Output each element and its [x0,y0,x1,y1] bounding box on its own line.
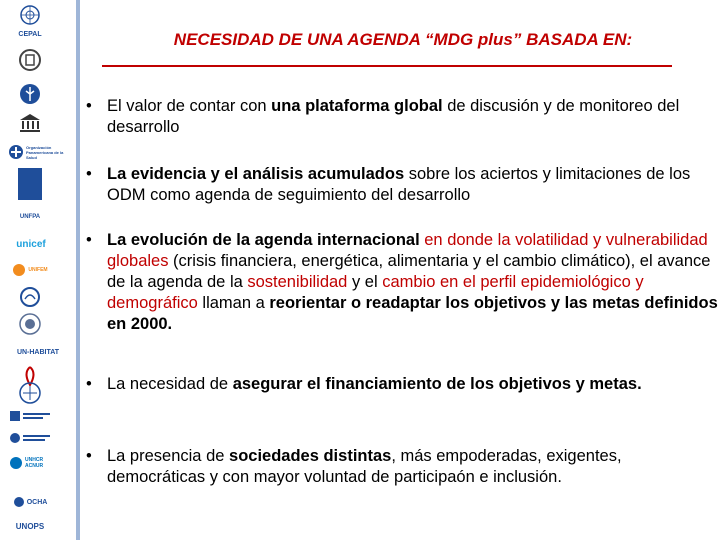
bullet-text-segment: La evolución de la agenda internacional [107,231,420,249]
un-habitat-logo [8,346,68,358]
bullet-text-segment: una plataforma global [271,97,443,115]
bullet-text-segment: La necesidad de [107,375,233,393]
undp-cell-2 [31,169,42,184]
bullet-text-segment: La evidencia y el análisis acumulados [107,165,405,183]
unhcr-logo-text: UNHCR ACNUR [25,457,44,469]
cepal-logo [8,28,52,40]
unifem-logo [8,260,52,280]
bullet-item [86,96,718,138]
un-agency-logo-2 [8,430,52,446]
bullet-text-segment: (crisis financiera, energética, alimentaria y el cambio climático), el avance de la agenda de la [107,252,711,291]
unfpa-logo [8,208,52,226]
bullet-text-segment: reorientar o readaptar los objetivos y las metas definidos en 2000. [107,294,718,333]
bullet-text-segment: La presencia de [107,447,230,465]
title-underline [102,65,672,67]
undp-logo [8,168,52,200]
bullet-text [107,446,718,488]
unicef-logo [6,236,56,252]
unops-logo [8,518,52,534]
un-agency-logo-1 [8,408,52,424]
bullet-text-segment: El valor de contar con [107,97,272,115]
bullet-symbol: • [86,231,92,249]
unhcr-logo [8,452,52,474]
bullet-text-segment: cambio en el perfil epidemiológico y demográfico [107,273,644,312]
unfpa-logo-text: UNFPA [19,214,41,220]
cepal-logo-text: CEPAL [18,30,42,38]
ilo-logo [8,48,52,72]
unodc-logo [8,312,52,336]
bullet-item [86,230,718,335]
partner-logos-sidebar [0,0,80,540]
un-emblem-icon [8,4,52,26]
bullet-text-segment: asegurar el financiamiento de los objetivos y metas. [232,375,642,393]
unesco-logo [8,112,52,134]
bullet-text [107,96,718,138]
bullet-symbol: • [86,447,92,465]
bullet-item [86,164,718,206]
bullet-symbol: • [86,97,92,115]
bullet-text-segment: en donde la volatilidad y vulnerabilidad globales [107,231,708,270]
ocha-logo-text: OCHA [26,498,48,506]
unifem-logo-text: UNIFEM [28,267,48,273]
fao-logo [8,82,52,106]
bullet-text-segment: sociedades distintas [229,447,392,465]
unops-logo-text: UNOPS [15,521,45,531]
bullet-item [86,374,718,395]
ocha-logo [8,494,52,510]
undp-cell-4 [31,185,42,200]
bullet-text-segment: sostenibilidad [247,273,348,291]
un-habitat-logo-text: UN-HABITAT [16,348,60,356]
bullet-text-segment: sobre los aciertos y limitaciones de los ODM como agenda de seguimiento del desarrollo [107,165,691,204]
bullet-text [107,230,718,335]
bullet-text [107,164,718,206]
undp-logo-grid [18,168,42,200]
bullet-text-segment: de discusión y de monitoreo del desarrollo [107,97,680,136]
onu-logo [8,380,52,406]
bullet-symbol: • [86,165,92,183]
bullet-text [107,374,718,395]
undp-cell-1 [19,169,30,184]
undp-cell-3 [19,185,30,200]
bullet-text-segment: y el [347,273,383,291]
bullet-text-segment: , más empoderadas, exigentes, democráticas y con mayor voluntad de participaón e inclusión. [107,447,622,486]
bullet-text-segment: llaman a [197,294,270,312]
wfp-logo [8,286,52,308]
unicef-logo-text: unicef [16,238,46,250]
bullet-symbol: • [86,375,92,393]
slide-title: NECESIDAD DE UNA AGENDA “MDG plus” BASADA EN: [173,30,633,49]
paho-logo [8,142,70,162]
paho-logo-text: Organización Panamericana de la Salud [26,144,64,160]
bullet-item [86,446,718,488]
